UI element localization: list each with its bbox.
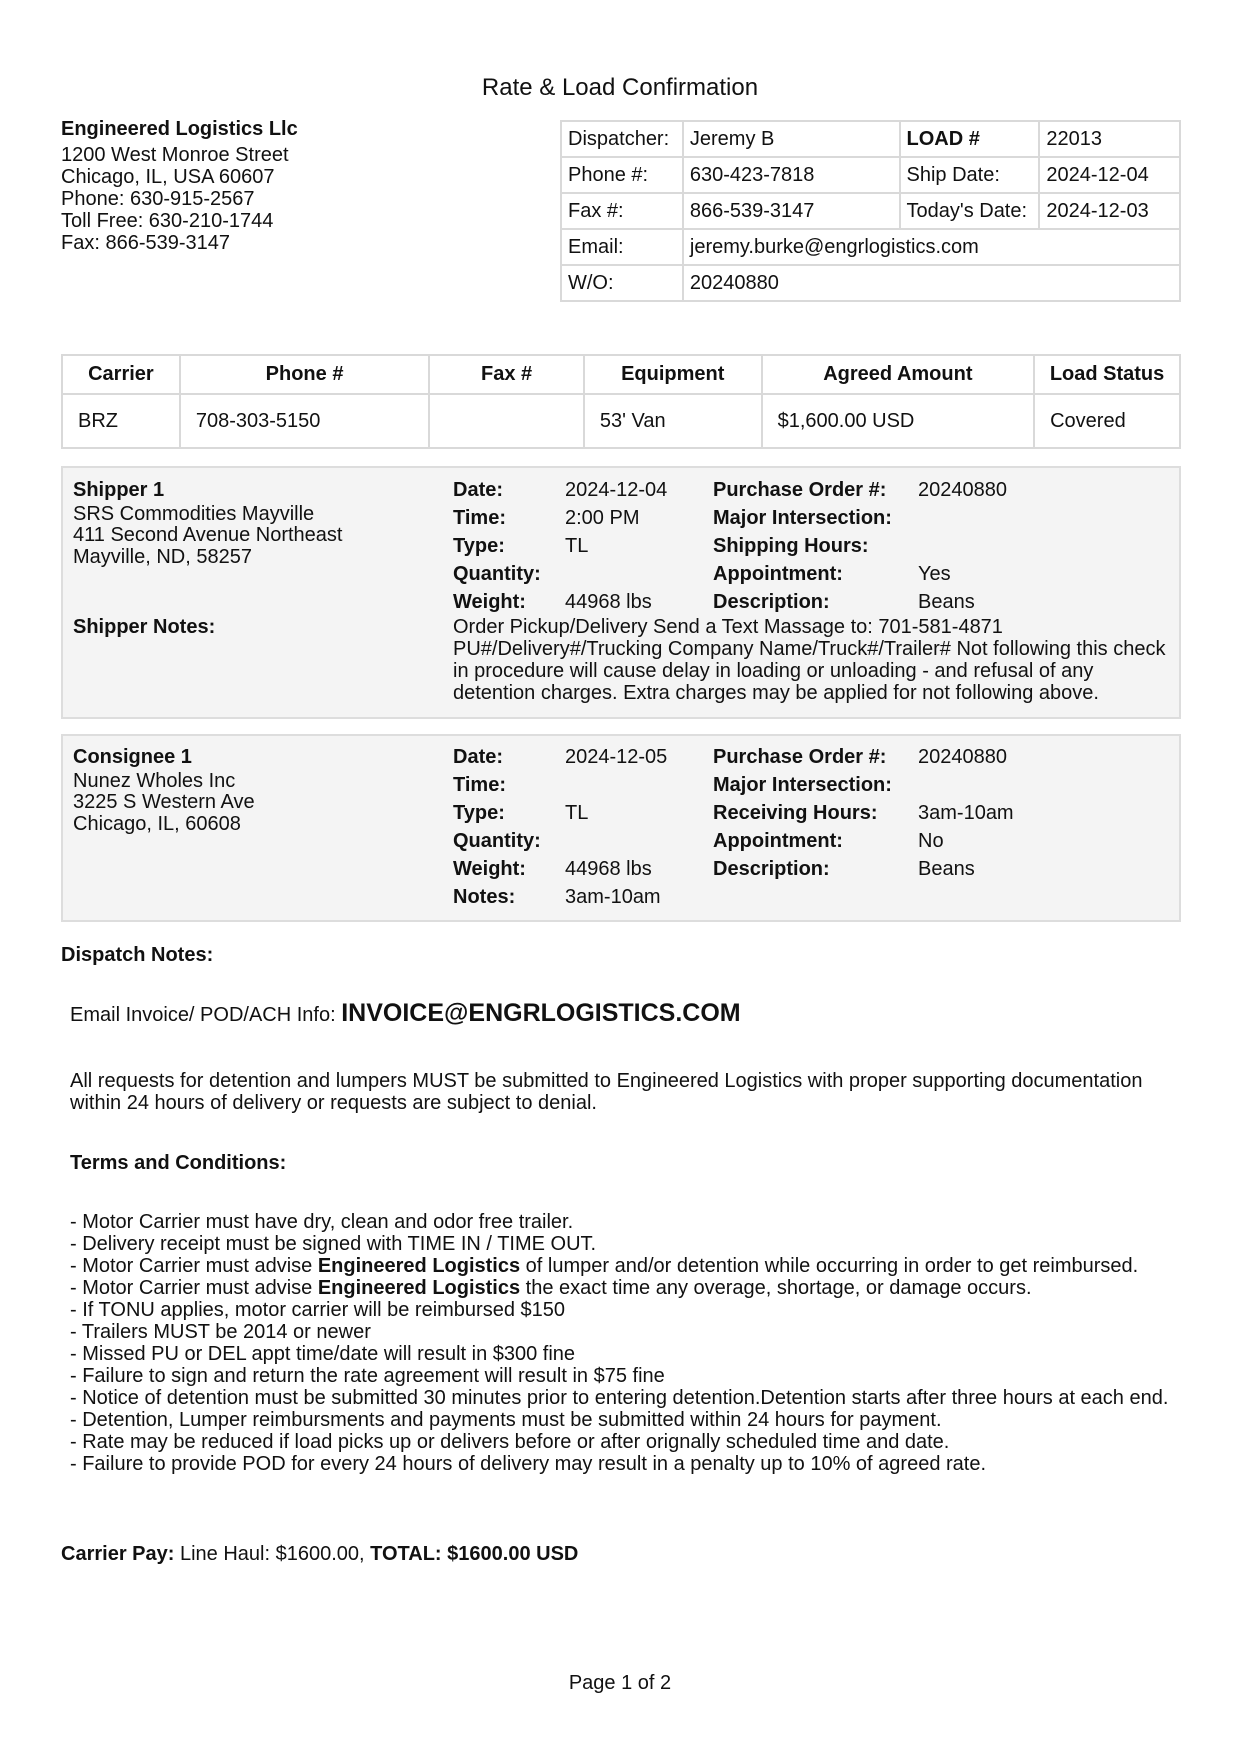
company-city: Chicago, IL, USA 60607 [61, 166, 275, 188]
field-row [713, 588, 1173, 616]
field-row [453, 532, 693, 560]
field-label: Description: [713, 858, 830, 880]
field-label: Time: [453, 507, 506, 529]
list-item [70, 1343, 1170, 1365]
agreed-amount-cell: $1,600.00 USD [762, 394, 1034, 448]
list-item [70, 1299, 1170, 1321]
field-row [713, 560, 1173, 588]
field-value: 20240880 [918, 746, 1007, 768]
phone-header: Phone # [180, 355, 429, 394]
equipment-cell: 53' Van [584, 394, 762, 448]
equipment-header: Equipment [584, 355, 762, 394]
carrier-fax-cell [429, 394, 584, 448]
document-title: Rate & Load Confirmation [481, 74, 759, 101]
term-text: - Detention, Lumper reimbursments and payments must be submitted within 24 hours for payment. [70, 1409, 942, 1431]
field-label: Purchase Order #: [713, 746, 887, 768]
term-text: - If TONU applies, motor carrier will be reimbursed $150 [70, 1299, 565, 1321]
company-phone: Phone: 630-915-2567 [61, 188, 255, 210]
dispatcher-value: Jeremy B [683, 121, 900, 157]
fax-value: 866-539-3147 [683, 193, 900, 229]
carrier-header: Carrier [62, 355, 180, 394]
field-row [453, 743, 693, 771]
field-value: 2024-12-05 [565, 746, 668, 768]
field-value: 3am-10am [918, 802, 1014, 824]
invoice-email-prefix: Email Invoice/ POD/ACH Info: [70, 1004, 336, 1026]
shipper-fields-left [453, 476, 693, 616]
field-label: Appointment: [713, 563, 843, 585]
wo-value: 20240880 [683, 265, 1180, 301]
shipper-address [73, 476, 413, 568]
carrier-pay-line [61, 1543, 1181, 1565]
field-value: 3am-10am [565, 886, 661, 908]
term-text: - Notice of detention must be submitted 30 minutes prior to entering detention.Detention starts after three hours at each end. [70, 1387, 1169, 1409]
carrier-pay-line-haul: Line Haul: $1600.00, [179, 1543, 365, 1565]
field-value: TL [565, 535, 589, 557]
field-row [713, 799, 1173, 827]
wo-label: W/O: [561, 265, 683, 301]
todays-date-value: 2024-12-03 [1039, 193, 1180, 229]
field-label: Quantity: [453, 563, 541, 585]
term-text: - Rate may be reduced if load picks up or delivers before or after orignally scheduled time and date. [70, 1431, 950, 1453]
dispatch-row [561, 157, 1180, 193]
list-item [70, 1233, 1170, 1255]
field-label: Appointment: [713, 830, 843, 852]
invoice-email-line [70, 999, 1190, 1027]
list-item [70, 1453, 1170, 1475]
carrier-cell: BRZ [62, 394, 180, 448]
field-label: Description: [713, 591, 830, 613]
ship-date-label: Ship Date: [900, 157, 1040, 193]
agreed-amount-header: Agreed Amount [762, 355, 1034, 394]
term-text: - Missed PU or DEL appt time/date will result in $300 fine [70, 1343, 576, 1365]
shipper-title: Shipper 1 [73, 479, 165, 501]
field-value: Beans [918, 858, 975, 880]
fax-header: Fax # [429, 355, 584, 394]
term-company-name: Engineered Logistics [317, 1277, 521, 1299]
dispatch-row [561, 229, 1180, 265]
list-item [70, 1365, 1170, 1387]
field-value: Beans [918, 591, 975, 613]
shipper-name: SRS Commodities Mayville [73, 503, 315, 525]
field-row [713, 476, 1173, 504]
field-row [713, 771, 1173, 799]
list-item [70, 1321, 1170, 1343]
consignee-fields-right [713, 743, 1173, 883]
invoice-email-address[interactable]: INVOICE@ENGRLOGISTICS.COM [341, 999, 741, 1027]
carrier-pay-total: TOTAL: $1600.00 USD [370, 1543, 579, 1565]
consignee-city: Chicago, IL, 60608 [73, 813, 241, 835]
terms-list [70, 1211, 1170, 1475]
term-company-name: Engineered Logistics [317, 1255, 521, 1277]
field-label: Major Intersection: [713, 507, 892, 529]
shipper-section [61, 466, 1181, 719]
field-label: Date: [453, 746, 504, 768]
list-item [70, 1255, 1170, 1277]
field-row [713, 855, 1173, 883]
term-text: - Failure to provide POD for every 24 hours of delivery may result in a penalty up to 10% of agreed rate. [70, 1453, 987, 1475]
field-value: Yes [918, 563, 951, 585]
company-name: Engineered Logistics Llc [61, 118, 298, 140]
carrier-phone-cell: 708-303-5150 [180, 394, 429, 448]
consignee-fields-left [453, 743, 693, 911]
shipper-notes: Order Pickup/Delivery Send a Text Massage to: 701-581-4871 PU#/Delivery#/Trucking Company Name/Truck#/Trailer# Not following this check in procedure will cause delay in loading or unloading - and refusal of any detention charges. Extra charges may be applied for not following above. [453, 616, 1166, 704]
company-toll-free: Toll Free: 630-210-1744 [61, 210, 274, 232]
field-label: Purchase Order #: [713, 479, 887, 501]
field-value: No [918, 830, 944, 852]
shipper-street: 411 Second Avenue Northeast [73, 524, 343, 546]
consignee-street: 3225 S Western Ave [73, 791, 255, 813]
dispatch-row [561, 121, 1180, 157]
term-text: - Delivery receipt must be signed with TIME IN / TIME OUT. [70, 1233, 597, 1255]
field-label: Receiving Hours: [713, 802, 878, 824]
field-row [453, 799, 693, 827]
consignee-address [73, 743, 413, 835]
term-text: the exact time any overage, shortage, or damage occurs. [520, 1277, 1032, 1299]
field-row [453, 560, 693, 588]
field-label: Date: [453, 479, 504, 501]
load-status-header: Load Status [1034, 355, 1180, 394]
ship-date-value: 2024-12-04 [1039, 157, 1180, 193]
list-item [70, 1387, 1170, 1409]
term-text: - Failure to sign and return the rate agreement will result in $75 fine [70, 1365, 665, 1387]
term-text: - Motor Carrier must advise [70, 1255, 318, 1277]
dispatcher-label: Dispatcher: [561, 121, 683, 157]
field-row [453, 771, 693, 799]
list-item [70, 1277, 1170, 1299]
consignee-title: Consignee 1 [73, 746, 192, 768]
consignee-name: Nunez Wholes Inc [73, 770, 236, 792]
field-row [453, 588, 693, 616]
field-row [453, 827, 693, 855]
phone-label: Phone #: [561, 157, 683, 193]
field-row [453, 883, 693, 911]
consignee-section [61, 734, 1181, 922]
field-value: TL [565, 802, 589, 824]
field-row [453, 504, 693, 532]
field-label: Weight: [453, 591, 526, 613]
field-label: Major Intersection: [713, 774, 892, 796]
dispatch-row [561, 265, 1180, 301]
list-item [70, 1431, 1170, 1453]
field-row [713, 504, 1173, 532]
field-label: Weight: [453, 858, 526, 880]
shipper-notes-label: Shipper Notes: [73, 616, 216, 638]
table-row [62, 394, 1180, 448]
terms-label: Terms and Conditions: [70, 1152, 287, 1174]
term-text: - Motor Carrier must advise [70, 1277, 318, 1299]
term-text: - Motor Carrier must have dry, clean and odor free trailer. [70, 1211, 574, 1233]
todays-date-label: Today's Date: [900, 193, 1040, 229]
email-label: Email: [561, 229, 683, 265]
field-row [713, 827, 1173, 855]
list-item [70, 1409, 1170, 1431]
page-number: Page 1 of 2 [568, 1672, 672, 1694]
field-label: Notes: [453, 886, 516, 908]
dispatch-row [561, 193, 1180, 229]
shipper-fields-right [713, 476, 1173, 616]
company-info [61, 118, 298, 254]
load-value: 22013 [1039, 121, 1180, 157]
company-street: 1200 West Monroe Street [61, 144, 289, 166]
field-value: 2:00 PM [565, 507, 640, 529]
email-link[interactable]: jeremy.burke@engrlogistics.com [683, 229, 1180, 265]
shipper-city: Mayville, ND, 58257 [73, 546, 252, 568]
list-item [70, 1211, 1170, 1233]
field-value: 20240880 [918, 479, 1007, 501]
phone-value: 630-423-7818 [683, 157, 900, 193]
term-text: - Trailers MUST be 2014 or newer [70, 1321, 371, 1343]
field-label: Type: [453, 802, 505, 824]
carrier-table [61, 354, 1181, 449]
fax-label: Fax #: [561, 193, 683, 229]
field-label: Quantity: [453, 830, 541, 852]
dispatch-info-table [560, 120, 1181, 302]
field-value: 44968 lbs [565, 591, 652, 613]
carrier-pay-label: Carrier Pay: [61, 1543, 175, 1565]
company-fax: Fax: 866-539-3147 [61, 232, 231, 254]
field-row [453, 855, 693, 883]
field-label: Shipping Hours: [713, 535, 869, 557]
carrier-table-header [62, 355, 1180, 394]
field-value: 2024-12-04 [565, 479, 668, 501]
field-row [453, 476, 693, 504]
field-row [713, 532, 1173, 560]
field-label: Type: [453, 535, 505, 557]
load-status-cell: Covered [1034, 394, 1180, 448]
term-text: of lumper and/or detention while occurring in order to get reimbursed. [520, 1255, 1139, 1277]
field-label: Time: [453, 774, 506, 796]
detention-notice: All requests for detention and lumpers MUST be submitted to Engineered Logistics with proper supporting documentation within 24 hours of delivery or requests are subject to denial. [70, 1070, 1143, 1114]
field-value: 44968 lbs [565, 858, 652, 880]
dispatch-notes-label: Dispatch Notes: [61, 944, 214, 966]
load-label: LOAD # [900, 121, 1040, 157]
field-row [713, 743, 1173, 771]
